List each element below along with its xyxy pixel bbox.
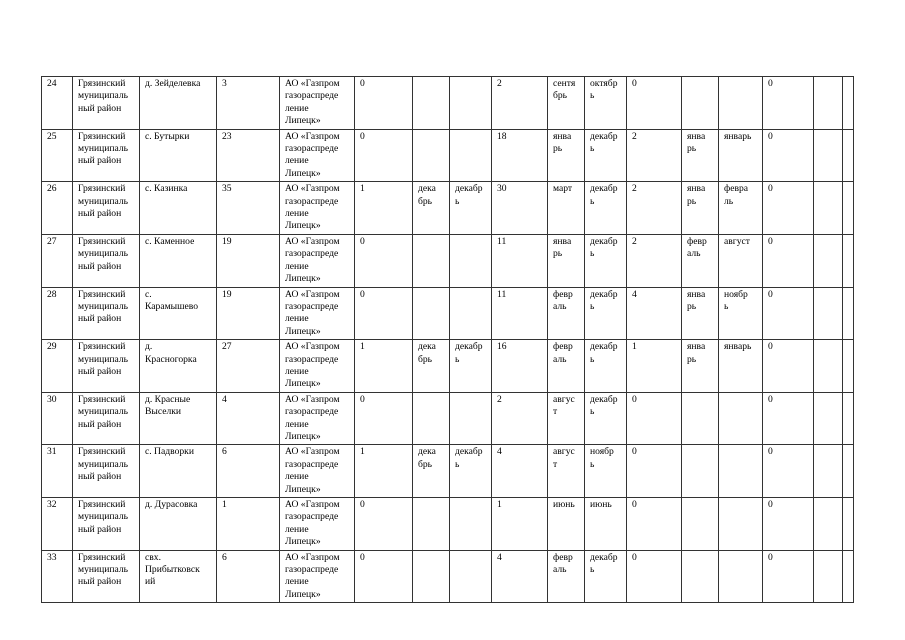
empty-cell [843,287,854,340]
count-cell: 23 [217,129,280,182]
month-cell: декабр ь [585,234,627,287]
settlement-cell: д. Красные Выселки [140,392,217,445]
empty-cell [814,340,843,393]
empty-cell [814,234,843,287]
month-cell [450,287,492,340]
month-cell [719,550,763,603]
count-cell: 18 [492,129,548,182]
count-cell: 1 [492,498,548,551]
month-cell: декабр ь [585,550,627,603]
organization-cell: АО «Газпром газораспреде ление Липецк» [280,234,355,287]
month-cell [719,445,763,498]
settlement-cell: д. Красногорка [140,340,217,393]
month-cell: ноябр ь [585,445,627,498]
month-cell: сентя брь [548,77,585,130]
month-cell [413,234,450,287]
month-cell [413,392,450,445]
count-cell: 30 [492,182,548,235]
month-cell [719,392,763,445]
settlement-cell: д. Зейделевка [140,77,217,130]
count-cell: 4 [627,287,682,340]
month-cell [450,550,492,603]
month-cell [413,550,450,603]
month-cell: февр аль [548,550,585,603]
month-cell: декабр ь [585,129,627,182]
settlement-cell: с. Падворки [140,445,217,498]
month-cell [682,77,719,130]
count-cell: 0 [627,77,682,130]
empty-cell [843,340,854,393]
count-cell: 11 [492,287,548,340]
row-number-cell: 32 [42,498,73,551]
month-cell [450,392,492,445]
value-cell: 1 [355,445,413,498]
district-cell: Грязинский муниципаль ный район [73,287,140,340]
row-number-cell: 25 [42,129,73,182]
month-cell [682,550,719,603]
value-cell: 1 [355,182,413,235]
row-number-cell: 31 [42,445,73,498]
empty-cell [843,392,854,445]
table-row [42,182,854,235]
empty-cell [843,498,854,551]
month-cell: декабр ь [585,340,627,393]
value-cell: 0 [355,550,413,603]
value-cell: 1 [355,340,413,393]
month-cell: янва рь [682,340,719,393]
count-cell: 2 [627,129,682,182]
month-cell: дека брь [413,182,450,235]
month-cell: декабр ь [585,182,627,235]
month-cell: август [719,234,763,287]
empty-cell [814,77,843,130]
value-cell: 0 [763,498,814,551]
district-cell: Грязинский муниципаль ный район [73,498,140,551]
count-cell: 19 [217,287,280,340]
count-cell: 0 [627,392,682,445]
month-cell [413,129,450,182]
settlement-cell: с. Каменное [140,234,217,287]
month-cell: ноябр ь [719,287,763,340]
count-cell: 0 [627,445,682,498]
count-cell: 16 [492,340,548,393]
value-cell: 0 [355,129,413,182]
table-row [42,287,854,340]
value-cell: 0 [355,234,413,287]
count-cell: 19 [217,234,280,287]
table-body [42,77,854,603]
row-number-cell: 28 [42,287,73,340]
empty-cell [843,550,854,603]
value-cell: 0 [763,445,814,498]
value-cell: 0 [355,498,413,551]
count-cell: 6 [217,445,280,498]
month-cell [450,234,492,287]
month-cell: февра ль [719,182,763,235]
district-cell: Грязинский муниципаль ный район [73,340,140,393]
table-row [42,445,854,498]
organization-cell: АО «Газпром газораспреде ление Липецк» [280,550,355,603]
value-cell: 0 [763,234,814,287]
month-cell: декабр ь [450,182,492,235]
count-cell: 2 [627,182,682,235]
value-cell: 0 [355,77,413,130]
count-cell: 4 [492,550,548,603]
row-number-cell: 33 [42,550,73,603]
month-cell: декабр ь [585,287,627,340]
count-cell: 35 [217,182,280,235]
settlement-cell: с. Бутырки [140,129,217,182]
empty-cell [843,77,854,130]
empty-cell [814,182,843,235]
value-cell: 0 [763,77,814,130]
count-cell: 27 [217,340,280,393]
month-cell: авгус т [548,392,585,445]
month-cell: янва рь [682,287,719,340]
month-cell: декабр ь [450,340,492,393]
table-row [42,392,854,445]
district-cell: Грязинский муниципаль ный район [73,392,140,445]
settlement-cell: д. Дурасовка [140,498,217,551]
value-cell: 0 [763,182,814,235]
value-cell: 0 [763,287,814,340]
month-cell: янва рь [682,182,719,235]
table-row [42,550,854,603]
month-cell: январь [719,129,763,182]
count-cell: 6 [217,550,280,603]
month-cell: июнь [548,498,585,551]
month-cell: авгус т [548,445,585,498]
empty-cell [843,445,854,498]
settlement-cell: свх. Прибытковск ий [140,550,217,603]
value-cell: 0 [763,550,814,603]
month-cell: июнь [585,498,627,551]
settlement-cell: с. Казинка [140,182,217,235]
count-cell: 2 [492,77,548,130]
month-cell: декабр ь [585,392,627,445]
count-cell: 0 [627,550,682,603]
row-number-cell: 29 [42,340,73,393]
empty-cell [843,234,854,287]
settlement-cell: с. Карамышево [140,287,217,340]
district-cell: Грязинский муниципаль ный район [73,234,140,287]
month-cell [450,129,492,182]
month-cell [719,77,763,130]
month-cell: янва рь [682,129,719,182]
count-cell: 2 [627,234,682,287]
month-cell: март [548,182,585,235]
month-cell: янва рь [548,129,585,182]
value-cell: 0 [763,392,814,445]
value-cell: 0 [763,129,814,182]
row-number-cell: 26 [42,182,73,235]
district-cell: Грязинский муниципаль ный район [73,182,140,235]
month-cell [682,445,719,498]
month-cell: дека брь [413,340,450,393]
row-number-cell: 30 [42,392,73,445]
empty-cell [843,182,854,235]
empty-cell [814,550,843,603]
month-cell [413,77,450,130]
empty-cell [814,392,843,445]
count-cell: 4 [492,445,548,498]
month-cell [450,498,492,551]
district-cell: Грязинский муниципаль ный район [73,445,140,498]
organization-cell: АО «Газпром газораспреде ление Липецк» [280,182,355,235]
organization-cell: АО «Газпром газораспреде ление Липецк» [280,498,355,551]
empty-cell [843,129,854,182]
count-cell: 4 [217,392,280,445]
district-cell: Грязинский муниципаль ный район [73,129,140,182]
month-cell: декабр ь [450,445,492,498]
month-cell [682,392,719,445]
count-cell: 11 [492,234,548,287]
empty-cell [814,445,843,498]
month-cell [413,498,450,551]
month-cell [719,498,763,551]
organization-cell: АО «Газпром газораспреде ление Липецк» [280,340,355,393]
empty-cell [814,129,843,182]
organization-cell: АО «Газпром газораспреде ление Липецк» [280,445,355,498]
month-cell [413,287,450,340]
organization-cell: АО «Газпром газораспреде ление Липецк» [280,129,355,182]
table-row [42,77,854,130]
month-cell: февр аль [548,287,585,340]
month-cell: дека брь [413,445,450,498]
district-cell: Грязинский муниципаль ный район [73,550,140,603]
table-row [42,129,854,182]
count-cell: 3 [217,77,280,130]
month-cell: январь [719,340,763,393]
table-row [42,340,854,393]
organization-cell: АО «Газпром газораспреде ление Липецк» [280,392,355,445]
value-cell: 0 [763,340,814,393]
value-cell: 0 [355,392,413,445]
count-cell: 1 [627,340,682,393]
month-cell: янва рь [548,234,585,287]
row-number-cell: 24 [42,77,73,130]
empty-cell [814,498,843,551]
organization-cell: АО «Газпром газораспреде ление Липецк» [280,287,355,340]
row-number-cell: 27 [42,234,73,287]
month-cell: февр аль [548,340,585,393]
month-cell [682,498,719,551]
value-cell: 0 [355,287,413,340]
count-cell: 0 [627,498,682,551]
district-cell: Грязинский муниципаль ный район [73,77,140,130]
month-cell [450,77,492,130]
count-cell: 2 [492,392,548,445]
table-row [42,498,854,551]
table-row [42,234,854,287]
data-table [41,76,854,603]
organization-cell: АО «Газпром газораспреде ление Липецк» [280,77,355,130]
month-cell: октябр ь [585,77,627,130]
month-cell: февр аль [682,234,719,287]
count-cell: 1 [217,498,280,551]
empty-cell [814,287,843,340]
